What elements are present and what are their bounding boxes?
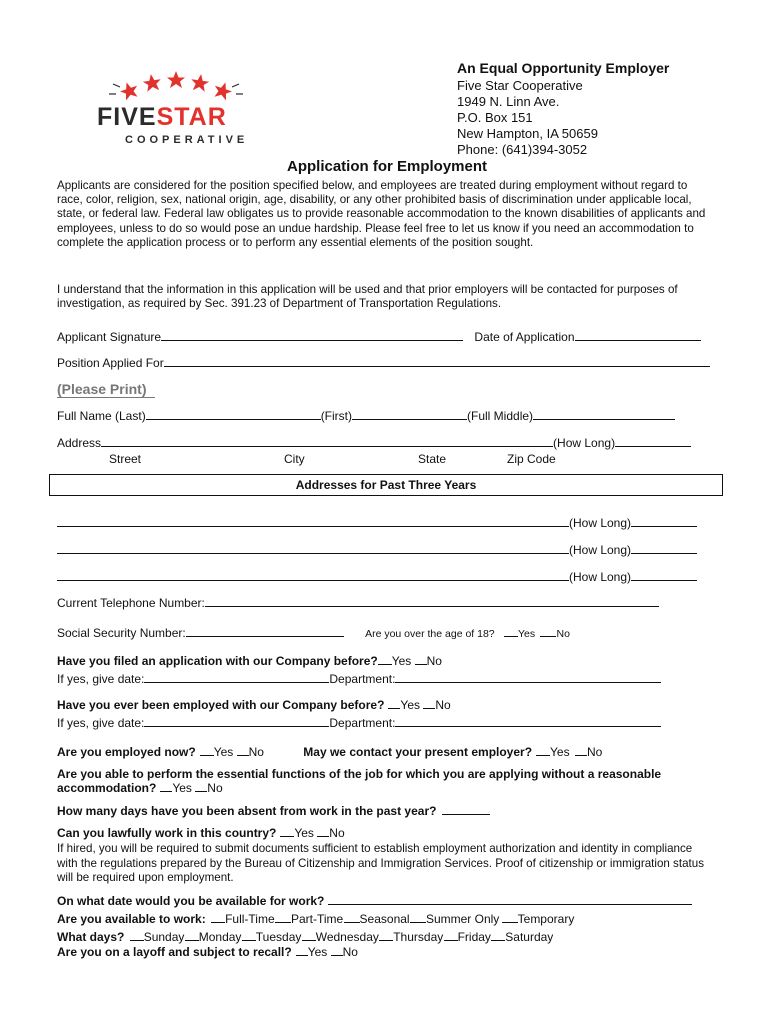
name-last-label: Full Name (Last) xyxy=(57,409,146,423)
logo-word-star: STAR xyxy=(156,103,227,131)
header-city: New Hampton, IA 50659 xyxy=(457,126,598,141)
filed-yes-label: Yes xyxy=(391,654,412,668)
over18-no-field[interactable] xyxy=(540,626,556,637)
ssn-field[interactable] xyxy=(186,626,344,637)
street-caption: Street xyxy=(109,452,142,466)
day-monday-field[interactable] xyxy=(185,930,199,941)
day-friday-field[interactable] xyxy=(444,930,458,941)
employed-before-no-label: No xyxy=(435,698,451,712)
fulltime-label: Full-Time xyxy=(225,912,275,926)
employed-department-field[interactable] xyxy=(395,716,661,727)
employed-now-no-field[interactable] xyxy=(237,745,249,756)
absent-days-label: How many days have you been absent from work in the past year? xyxy=(57,804,437,818)
past-addresses-header xyxy=(49,474,723,496)
parttime-label: Part-Time xyxy=(290,912,344,926)
star-icon xyxy=(118,71,234,101)
past-address-2-how-long-label: (How Long) xyxy=(569,543,632,557)
day-monday-label: Monday xyxy=(198,930,242,944)
past-address-1-how-long-label: (How Long) xyxy=(569,516,632,530)
zip-caption: Zip Code xyxy=(507,452,556,466)
filed-yes-field[interactable] xyxy=(378,654,392,665)
understand-paragraph: I understand that the information in this application will be used and that prior employers will be contacted for purposes of investigation, as required by Sec. 391.23 of Department of Transportation Regulations. xyxy=(57,283,678,311)
lawful-note: If hired, you will be required to submit documents sufficient to establish employment authorization and identity in compliance with the regulations prepared by the Bureau of Citizenship and Immigration Services. Proof of citizenship or immigration status will be required upon employment. xyxy=(57,842,704,884)
company-logo xyxy=(94,70,259,152)
employed-before-no-field[interactable] xyxy=(423,698,435,709)
past-address-3-how-long-label: (How Long) xyxy=(569,570,632,584)
accommodation-yes-field[interactable] xyxy=(160,781,172,792)
contact-employer-label: May we contact your present employer? xyxy=(303,745,533,759)
signature-field[interactable] xyxy=(161,330,463,341)
filed-no-field[interactable] xyxy=(415,654,427,665)
phone-field[interactable] xyxy=(205,596,659,607)
address-how-long-field[interactable] xyxy=(615,436,691,447)
please-print-label: (Please Print) xyxy=(57,381,147,397)
parttime-field[interactable] xyxy=(275,912,291,923)
lawful-work-label: Can you lawfully work in this country? xyxy=(57,826,277,840)
employed-date-label: If yes, give date: xyxy=(57,716,145,730)
over18-yes-label: Yes xyxy=(518,628,536,640)
contact-no-label: No xyxy=(586,745,603,759)
page-title: Application for Employment xyxy=(287,158,488,175)
employed-department-label: Department: xyxy=(329,716,396,730)
name-first-field[interactable] xyxy=(352,409,467,420)
layoff-no-field[interactable] xyxy=(331,945,343,956)
essential-functions-label: Are you able to perform the essential functions of the job for which you are applying without a reasonable xyxy=(57,767,662,781)
day-wednesday-label: Wednesday xyxy=(315,930,379,944)
name-first-label: (First) xyxy=(320,409,353,423)
past-address-3-field[interactable] xyxy=(57,570,569,581)
contact-yes-field[interactable] xyxy=(536,745,550,756)
filed-before-label: Have you filed an application with our Company before? xyxy=(57,654,378,668)
employed-before-yes-field[interactable] xyxy=(388,698,400,709)
fulltime-field[interactable] xyxy=(211,912,225,923)
date-application-label: Date of Application xyxy=(474,330,575,344)
contact-yes-label: Yes xyxy=(550,745,570,759)
day-saturday-label: Saturday xyxy=(505,930,554,944)
accommodation-label: accommodation? xyxy=(57,781,157,795)
layoff-no-label: No xyxy=(342,945,358,959)
state-caption: State xyxy=(418,452,447,466)
employed-date-field[interactable] xyxy=(144,716,329,727)
address-label: Address xyxy=(57,436,102,450)
contact-no-field[interactable] xyxy=(575,745,587,756)
filed-date-label: If yes, give date: xyxy=(57,672,145,686)
header-tagline: An Equal Opportunity Employer xyxy=(457,60,670,76)
day-thursday-field[interactable] xyxy=(379,930,393,941)
header-pobox: P.O. Box 151 xyxy=(457,110,533,125)
signature-label: Applicant Signature xyxy=(57,330,162,344)
date-application-field[interactable] xyxy=(575,330,701,341)
employed-now-label: Are you employed now? xyxy=(57,745,196,759)
day-tuesday-label: Tuesday xyxy=(255,930,302,944)
header-company: Five Star Cooperative xyxy=(457,78,583,93)
accommodation-no-label: No xyxy=(207,781,223,795)
intro-paragraph: Applicants are considered for the position specified below, and employees are treated during employment without regard to race, color, religion, sex, national origin, age, disability, or any other prohibited basis of discrimination under applicable local, state, or federal law. Federal law obligates us to provide reasonable accommodation to the known disabilities of applicants and employees, unless to do so would pose an undue hardship. Please feel free to let us know if you need an accommodation to complete the application process or to perform any essential elements of the position sought. xyxy=(57,179,706,249)
header-street: 1949 N. Linn Ave. xyxy=(457,94,560,109)
day-sunday-label: Sunday xyxy=(143,930,185,944)
header-phone: Phone: (641)394-3052 xyxy=(457,142,588,157)
employed-now-yes-label: Yes xyxy=(213,745,234,759)
available-to-label: Are you available to work: xyxy=(57,912,206,926)
name-last-field[interactable] xyxy=(146,409,321,420)
filed-department-label: Department: xyxy=(329,672,396,686)
employed-now-no-label: No xyxy=(248,745,264,759)
past-address-1-how-long-field[interactable] xyxy=(631,516,697,527)
layoff-label: Are you on a layoff and subject to recall? xyxy=(57,945,292,959)
past-address-2-how-long-field[interactable] xyxy=(631,543,697,554)
past-address-3-how-long-field[interactable] xyxy=(631,570,697,581)
city-caption: City xyxy=(284,452,305,466)
phone-label: Current Telephone Number: xyxy=(57,596,205,610)
accommodation-no-field[interactable] xyxy=(195,781,207,792)
layoff-yes-field[interactable] xyxy=(296,945,308,956)
position-label: Position Applied For xyxy=(57,356,164,370)
past-address-2-field[interactable] xyxy=(57,543,569,554)
name-middle-label: (Full Middle) xyxy=(467,409,534,423)
filed-date-field[interactable] xyxy=(144,672,329,683)
day-thursday-label: Thursday xyxy=(393,930,444,944)
summer-label: Summer Only xyxy=(425,912,500,926)
available-date-field[interactable] xyxy=(328,894,692,905)
address-how-long-label: (How Long) xyxy=(553,436,616,450)
seasonal-label: Seasonal xyxy=(359,912,410,926)
lawful-no-label: No xyxy=(329,826,345,840)
filed-department-field[interactable] xyxy=(395,672,661,683)
lawful-no-field[interactable] xyxy=(317,826,329,837)
over18-yes-field[interactable] xyxy=(504,626,518,637)
temporary-label: Temporary xyxy=(517,912,575,926)
address-field[interactable] xyxy=(101,436,553,447)
employed-before-label: Have you ever been employed with our Company before? xyxy=(57,698,385,712)
logo-subtitle: COOPERATIVE xyxy=(125,134,249,146)
position-field[interactable] xyxy=(164,356,710,367)
day-friday-label: Friday xyxy=(457,930,491,944)
day-sunday-field[interactable] xyxy=(130,930,144,941)
filed-no-label: No xyxy=(426,654,442,668)
employed-now-yes-field[interactable] xyxy=(200,745,214,756)
name-middle-field[interactable] xyxy=(533,409,675,420)
seasonal-field[interactable] xyxy=(344,912,360,923)
available-date-label: On what date would you be available for work? xyxy=(57,894,325,908)
day-saturday-field[interactable] xyxy=(491,930,505,941)
lawful-yes-field[interactable] xyxy=(280,826,294,837)
over18-no-label: No xyxy=(556,628,570,640)
employed-before-yes-label: Yes xyxy=(400,698,420,712)
lawful-yes-label: Yes xyxy=(294,826,314,840)
accommodation-yes-label: Yes xyxy=(172,781,192,795)
day-wednesday-field[interactable] xyxy=(302,930,316,941)
absent-days-field[interactable] xyxy=(442,804,490,815)
over18-label: Are you over the age of 18? xyxy=(365,628,495,640)
past-addresses-title: Addresses for Past Three Years xyxy=(295,478,477,492)
summer-field[interactable] xyxy=(410,912,426,923)
logo-word-five: FIVE xyxy=(97,103,157,131)
day-tuesday-field[interactable] xyxy=(242,930,256,941)
layoff-yes-label: Yes xyxy=(307,945,328,959)
ssn-label: Social Security Number: xyxy=(57,626,186,640)
past-address-1-field[interactable] xyxy=(57,516,569,527)
what-days-label: What days? xyxy=(57,930,125,944)
temporary-field[interactable] xyxy=(502,912,518,923)
